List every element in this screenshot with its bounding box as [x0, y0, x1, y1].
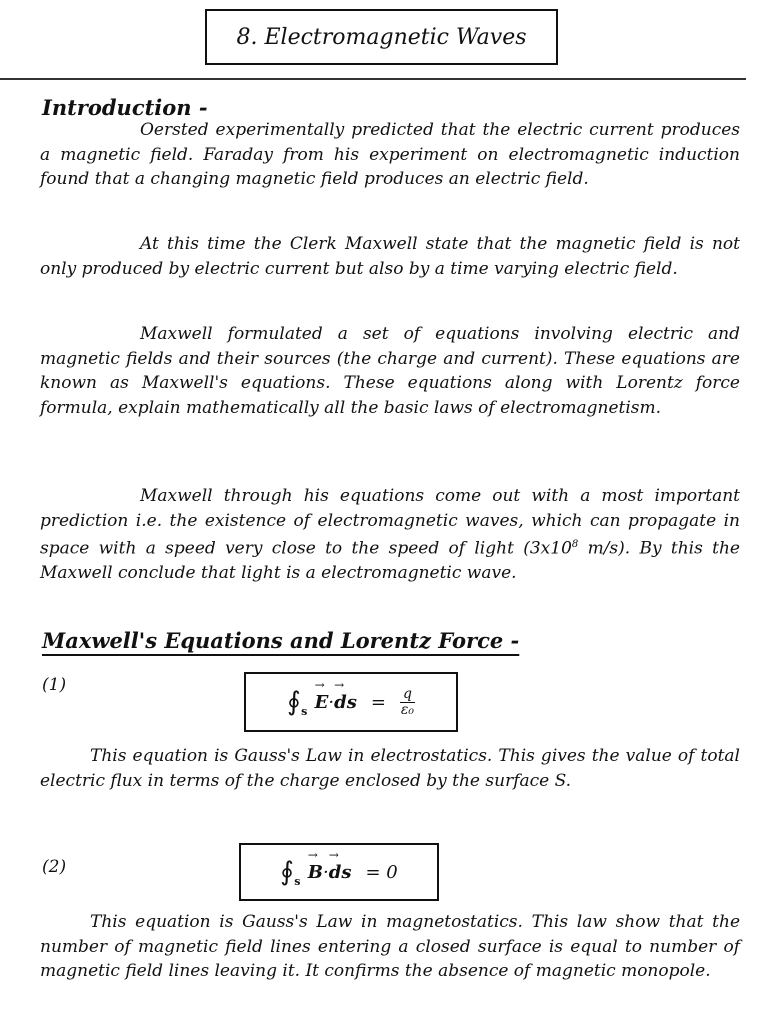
eq2-number: (2) — [42, 857, 67, 877]
eq1-number: (1) — [42, 675, 67, 695]
eq1-equals: = — [370, 691, 386, 713]
intro-paragraph-4 — [40, 484, 740, 586]
intro-paragraph-1-text: Oersted experimentally predicted that the electric current produces a magnetic field. Faraday from his experiment on electromagnetic induction found that a changing magnetic field produces an electric field. — [40, 120, 740, 189]
section-heading: Maxwell's Equations and Lorentz Force - — [42, 628, 520, 653]
intro-paragraph-2 — [40, 232, 740, 281]
closed-integral-symbol: ∮ s — [287, 687, 308, 718]
intro-paragraph-3 — [40, 322, 740, 420]
header-divider — [0, 78, 746, 80]
intro-paragraph-3-text: Maxwell formulated a set of equations involving electric and magnetic fields and their sources (the charge and current). These equations are known as Maxwell's equations. These equations along with Lorentz force formula, explain mathematically all the basic laws of electromagnetism. — [40, 324, 740, 418]
speed-exponent: 8 — [571, 539, 579, 550]
intro-heading: Introduction - — [42, 95, 208, 120]
eq2-description-text: This equation is Gauss's Law in magnetostatics. This law show that the number of magnetic field lines entering a closed surface is equal to number of magnetic field lines leaving it. It confirms the absence of magnetic monopole. — [40, 912, 740, 981]
intro-paragraph-4-text-a: Maxwell through his equations come out with a most important prediction i.e. the existence of electromagnetic waves, which can propagate in space with a speed very close to the speed of light (3x10 — [40, 486, 740, 559]
eq1-box — [244, 672, 458, 732]
eq2-description — [40, 910, 740, 984]
eq1-lhs: → E·→ ds — [315, 692, 357, 713]
eq1-fraction: $\frac{q}{\text{ε₀}}$ — [400, 685, 414, 718]
closed-integral-symbol: ∮ s — [280, 857, 301, 888]
chapter-title-box — [205, 9, 558, 65]
eq2-box — [239, 843, 439, 901]
intro-paragraph-4-text-b: m/s). By this the Maxwell conclude that light is a electromagnetic wave. — [40, 538, 740, 584]
eq1-description — [40, 744, 740, 793]
intro-paragraph-1 — [40, 118, 740, 192]
eq1-description-text: This equation is Gauss's Law in electrostatics. This gives the value of total electric flux in terms of the charge enclosed by the surface S. — [40, 746, 740, 791]
eq2-rhs: = 0 — [365, 861, 398, 883]
intro-paragraph-2-text: At this time the Clerk Maxwell state that the magnetic field is not only produced by electric current but also by a time varying electric field. — [40, 234, 740, 279]
eq2-lhs: → B·→ ds — [308, 862, 352, 883]
chapter-title: 8. Electromagnetic Waves — [236, 24, 527, 50]
